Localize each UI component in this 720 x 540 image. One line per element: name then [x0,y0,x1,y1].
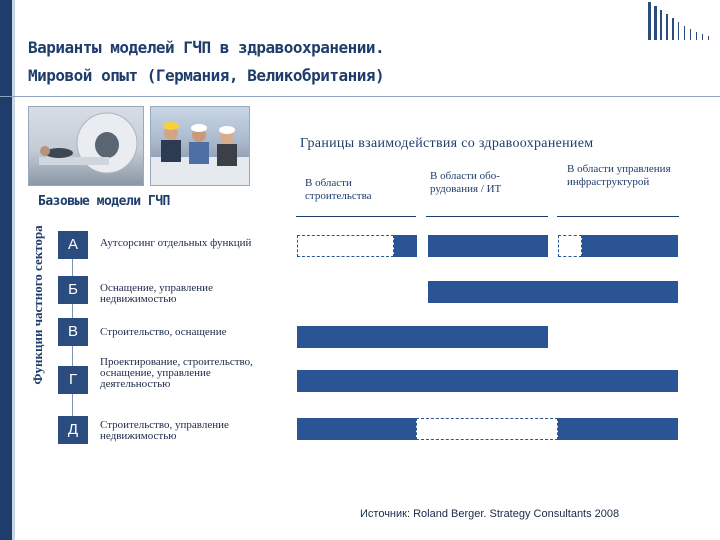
bar-v-construction-equipment [297,326,548,348]
bar-g-all [297,370,678,392]
boundary-title: Границы взаимодействия со здравоохранением [300,136,594,151]
logo-icon [646,2,716,40]
column-header-equipment: В области обо-рудования / ИТ [430,170,502,195]
row-label-a: Аутсорсинг отдельных функций [100,237,252,249]
vertical-axis-label: Функции частного сектора [30,225,45,385]
row-label-d: Строительство, управление недвижимостью [100,419,229,442]
bar-a-construction [394,235,417,257]
title-line-1: Варианты моделей ГЧП в здравоохранении. [28,38,385,57]
left-accent-stripe [12,0,15,540]
photo-ct-scanner [28,106,144,186]
left-accent-bar [0,0,12,540]
bar-b-equipment-infrastructure [428,281,678,303]
bar-a-infrastructure [582,235,678,257]
bar-d-construction [297,418,416,440]
bar-d-infrastructure [558,418,678,440]
bar-a-equipment [428,235,548,257]
column-underline [426,216,548,217]
row-letter-v: В [58,318,88,346]
title-line-2: Мировой опыт (Германия, Великобритания) [28,66,385,85]
base-models-label: Базовые модели ГЧП [38,194,170,209]
row-letter-b: Б [58,276,88,304]
row-letter-g: Г [58,366,88,394]
row-letter-a: А [58,231,88,259]
row-label-b: Оснащение, управление недвижимостью [100,282,213,305]
row-letter-d: Д [58,416,88,444]
column-underline [296,216,416,217]
column-header-infrastructure: В области управления инфраструктурой [567,163,671,188]
page-title [28,34,384,90]
bar-a-construction-partial [297,235,394,257]
photo-engineers [150,106,250,186]
row-label-v: Строительство, оснащение [100,326,227,338]
source-note: Источник: Roland Berger. Strategy Consultants 2008 [360,508,620,520]
row-label-g: Проектирование, строительство, оснащение, управление деятельностью [100,356,253,390]
column-underline [557,216,679,217]
bar-a-infrastructure-partial [558,235,582,257]
column-header-construction: В области строительства [305,177,372,202]
bar-d-equipment-partial [416,418,558,440]
title-divider [0,96,720,97]
